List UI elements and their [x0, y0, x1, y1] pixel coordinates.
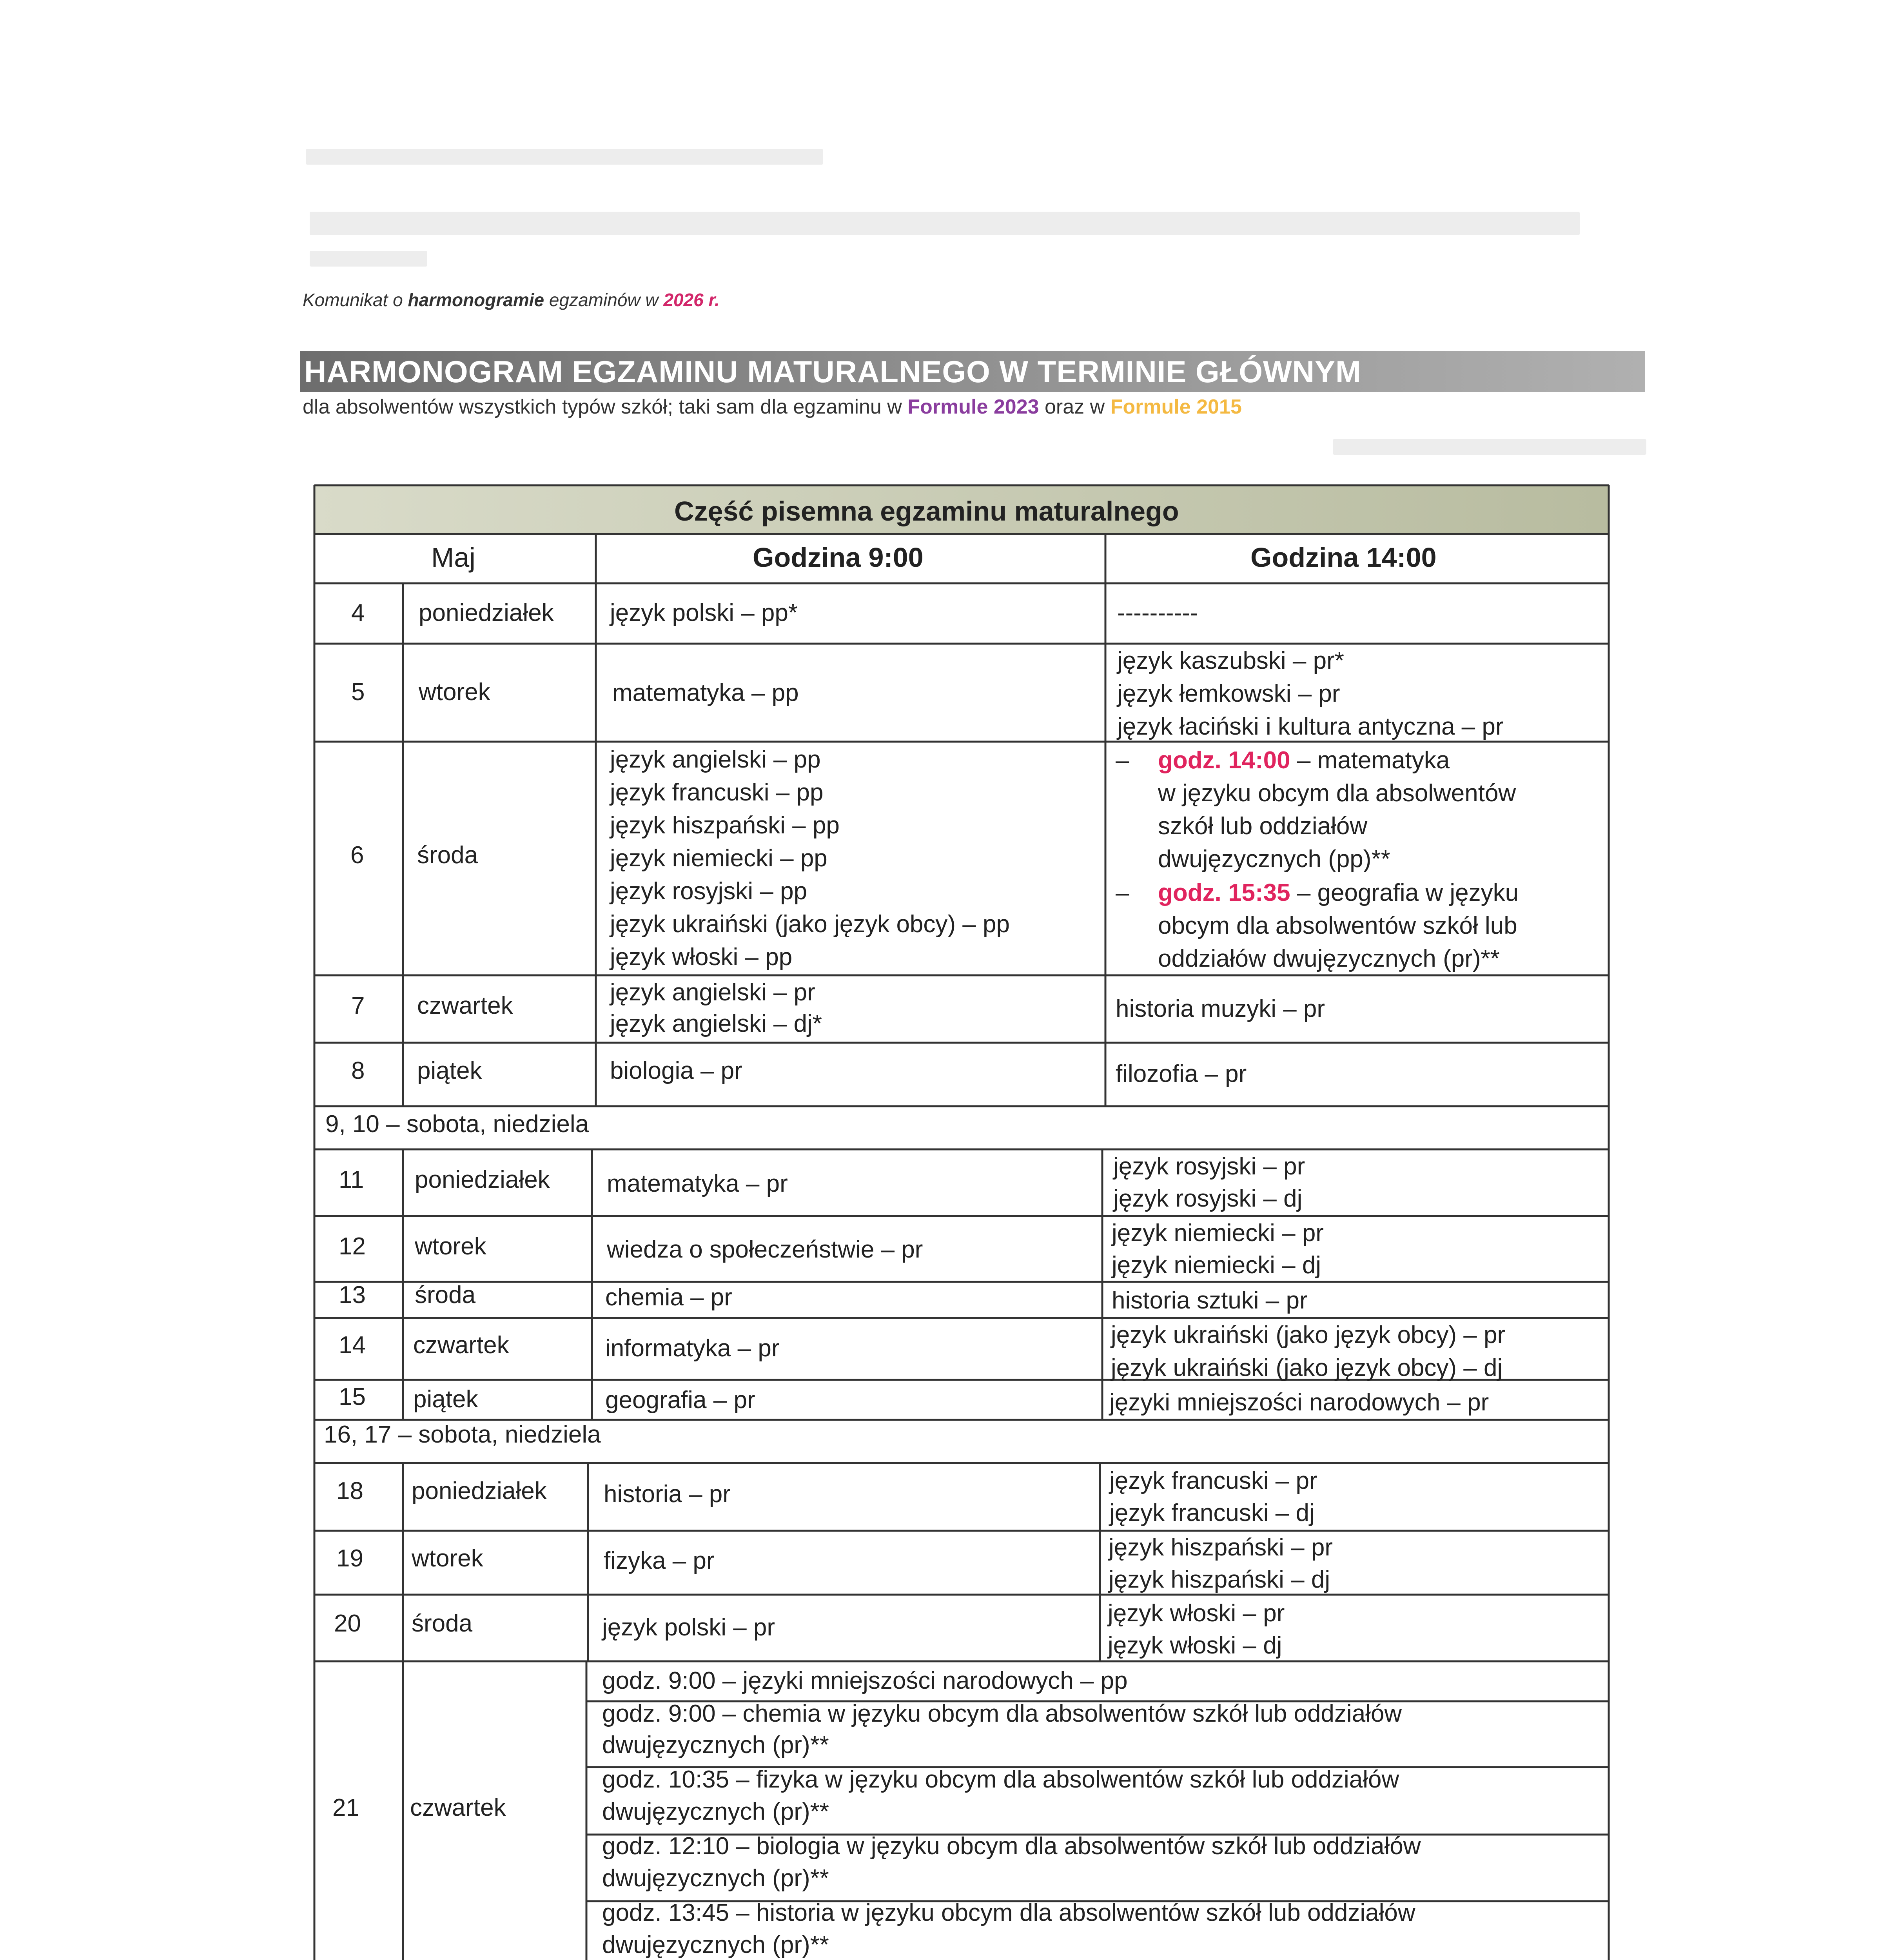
time-label: godz. 9:00: [602, 1667, 716, 1694]
day-number: 11: [339, 1166, 364, 1193]
exam-entry: język francuski – pr: [1109, 1467, 1317, 1494]
intro-prefix: Komunikat o: [303, 290, 408, 310]
exam-entry: język angielski – pr: [610, 979, 815, 1006]
intro-bold: harmonogramie: [408, 290, 544, 310]
exam-entry: język rosyjski – pp: [610, 878, 807, 905]
day-number: 18: [336, 1477, 363, 1504]
exam-entry: język angielski – dj*: [610, 1010, 822, 1037]
day-name: poniedziałek: [415, 1166, 550, 1193]
exam-entry: język włoski – pp: [610, 944, 793, 971]
day-name: czwartek: [417, 992, 513, 1019]
time-label: godz. 10:35: [602, 1766, 729, 1793]
col-header-14: Godzina 14:00: [1250, 542, 1437, 573]
intro-year: 2026 r.: [663, 290, 720, 310]
time-label: godz. 14:00: [1158, 747, 1290, 774]
exam-entry: język włoski – dj: [1108, 1632, 1282, 1659]
exam-entry: język niemiecki – dj: [1112, 1252, 1321, 1279]
exam-entry: język hiszpański – pp: [610, 812, 840, 839]
day-name: poniedziałek: [419, 599, 554, 626]
time-label: godz. 9:00: [602, 1700, 716, 1727]
exam-entry: język hiszpański – dj: [1109, 1566, 1330, 1593]
exam-entry: matematyka – pp: [612, 679, 799, 706]
exam-entry: język angielski – pp: [610, 746, 821, 773]
wide-entry-text: – fizyka w języku obcym dla absolwentów szkół lub oddziałów: [729, 1766, 1399, 1793]
wed-pm-line: szkół lub oddziałów: [1158, 813, 1368, 840]
weekend-row: 16, 17 – sobota, niedziela: [324, 1421, 601, 1448]
exam-entry: język łaciński i kultura antyczna – pr: [1117, 713, 1504, 740]
day-number: 14: [339, 1332, 366, 1359]
exam-entry: język niemiecki – pr: [1112, 1220, 1324, 1247]
exam-entry: historia sztuki – pr: [1112, 1287, 1308, 1314]
time-label: godz. 15:35: [1158, 879, 1290, 906]
wide-entry: [602, 1830, 1421, 1863]
time-label: godz. 13:45: [602, 1899, 729, 1926]
formula-2023: Formule 2023: [907, 396, 1039, 418]
exam-entry: język francuski – pp: [610, 779, 824, 806]
wed-pm-line: [1158, 744, 1450, 777]
exam-entry: matematyka – pr: [607, 1170, 788, 1197]
weekend-row: 9, 10 – sobota, niedziela: [325, 1111, 589, 1138]
exam-entry: wiedza o społeczeństwie – pr: [607, 1236, 923, 1263]
day-name: poniedziałek: [412, 1477, 547, 1504]
exam-entry: język polski – pr: [602, 1614, 775, 1641]
day-number: 13: [339, 1281, 366, 1308]
exam-entry: język francuski – dj: [1109, 1499, 1315, 1526]
wed-pm-line: w języku obcym dla absolwentów: [1158, 780, 1516, 807]
exam-entry: fizyka – pr: [604, 1547, 715, 1574]
exam-entry: język ukraiński (jako język obcy) – dj: [1111, 1354, 1503, 1381]
wide-entry: [602, 1763, 1399, 1796]
exam-entry: język łemkowski – pr: [1117, 680, 1340, 707]
wide-entry-cont: dwujęzycznych (pr)**: [602, 1931, 829, 1958]
exam-entry: języki mniejszości narodowych – pr: [1109, 1389, 1489, 1416]
day-number: 5: [351, 679, 365, 706]
wide-entry: [602, 1697, 1402, 1730]
wide-entry-cont: dwujęzycznych (pr)**: [602, 1731, 829, 1759]
day-number: 21: [332, 1794, 359, 1821]
day-number: 7: [351, 992, 365, 1019]
exam-entry: informatyka – pr: [605, 1335, 780, 1362]
day-name: piątek: [413, 1386, 478, 1413]
exam-entry: ----------: [1117, 599, 1198, 626]
wed-pm-line: obcym dla absolwentów szkół lub: [1158, 912, 1517, 939]
wed-pm-line: dwujęzycznych (pp)**: [1158, 846, 1390, 873]
wide-entry-text: – języki mniejszości narodowych – pp: [715, 1667, 1128, 1694]
exam-entry: język polski – pp*: [610, 599, 798, 626]
wide-entry: [602, 1896, 1415, 1929]
wide-entry-text: – historia w języku obcym dla absolwentów szkół lub oddziałów: [729, 1899, 1415, 1926]
wed-pm-text: – geografia w języku: [1290, 879, 1519, 906]
subtitle-mid: oraz w: [1039, 396, 1111, 418]
exam-entry: historia – pr: [604, 1481, 731, 1508]
day-number: 12: [339, 1233, 366, 1260]
day-name: środa: [415, 1281, 476, 1308]
exam-entry: język ukraiński (jako język obcy) – pr: [1111, 1321, 1506, 1348]
wed-pm-line: [1158, 877, 1519, 909]
exam-entry: chemia – pr: [605, 1284, 732, 1311]
day-number: 19: [336, 1545, 363, 1572]
exam-entry: język kaszubski – pr*: [1117, 647, 1344, 674]
wide-entry-cont: dwujęzycznych (pr)**: [602, 1865, 829, 1892]
formula-2015: Formule 2015: [1110, 396, 1242, 418]
day-number: 6: [350, 842, 364, 869]
day-number: 15: [339, 1383, 366, 1410]
wide-entry: [602, 1664, 1128, 1697]
wide-entry-text: – biologia w języku obcym dla absolwentów szkół lub oddziałów: [729, 1833, 1421, 1860]
subtitle-text: dla absolwentów wszystkich typów szkół; taki sam dla egzaminu w: [303, 396, 908, 418]
exam-entry: historia muzyki – pr: [1116, 995, 1325, 1022]
day-name: czwartek: [410, 1794, 506, 1821]
exam-entry: język niemiecki – pp: [610, 845, 827, 872]
day-name: wtorek: [415, 1233, 486, 1260]
dash-bullet: –: [1116, 747, 1129, 774]
wed-pm-line: oddziałów dwujęzycznych (pr)**: [1158, 945, 1500, 972]
time-label: godz. 12:10: [602, 1833, 729, 1860]
wide-entry-text: – chemia w języku obcym dla absolwentów szkół lub oddziałów: [715, 1700, 1402, 1727]
col-header-9: Godzina 9:00: [753, 542, 924, 573]
day-number: 4: [351, 599, 365, 626]
exam-entry: biologia – pr: [610, 1057, 742, 1084]
exam-entry: język włoski – pr: [1108, 1600, 1285, 1627]
col-header-month: Maj: [431, 542, 475, 573]
day-number: 20: [334, 1610, 361, 1637]
title-banner: HARMONOGRAM EGZAMINU MATURALNEGO W TERMINIE GŁÓWNYM: [300, 351, 1645, 392]
table-caption: Część pisemna egzaminu maturalnego: [674, 496, 1179, 526]
intro-middle: egzaminów w: [544, 290, 664, 310]
day-number: 8: [351, 1057, 365, 1084]
day-name: wtorek: [412, 1545, 483, 1572]
day-name: czwartek: [413, 1332, 509, 1359]
dash-bullet: –: [1116, 879, 1129, 906]
exam-entry: język rosyjski – dj: [1113, 1185, 1303, 1212]
day-name: piątek: [417, 1057, 482, 1084]
exam-entry: język rosyjski – pr: [1113, 1153, 1305, 1180]
wide-entry-cont: dwujęzycznych (pr)**: [602, 1798, 829, 1825]
exam-entry: język ukraiński (jako język obcy) – pp: [610, 911, 1010, 938]
day-name: środa: [412, 1610, 473, 1637]
exam-entry: język hiszpański – pr: [1109, 1534, 1333, 1561]
day-name: środa: [417, 842, 478, 869]
day-name: wtorek: [419, 679, 490, 706]
wed-pm-text: – matematyka: [1290, 747, 1450, 774]
exam-entry: geografia – pr: [605, 1387, 755, 1414]
exam-entry: filozofia – pr: [1116, 1060, 1247, 1087]
